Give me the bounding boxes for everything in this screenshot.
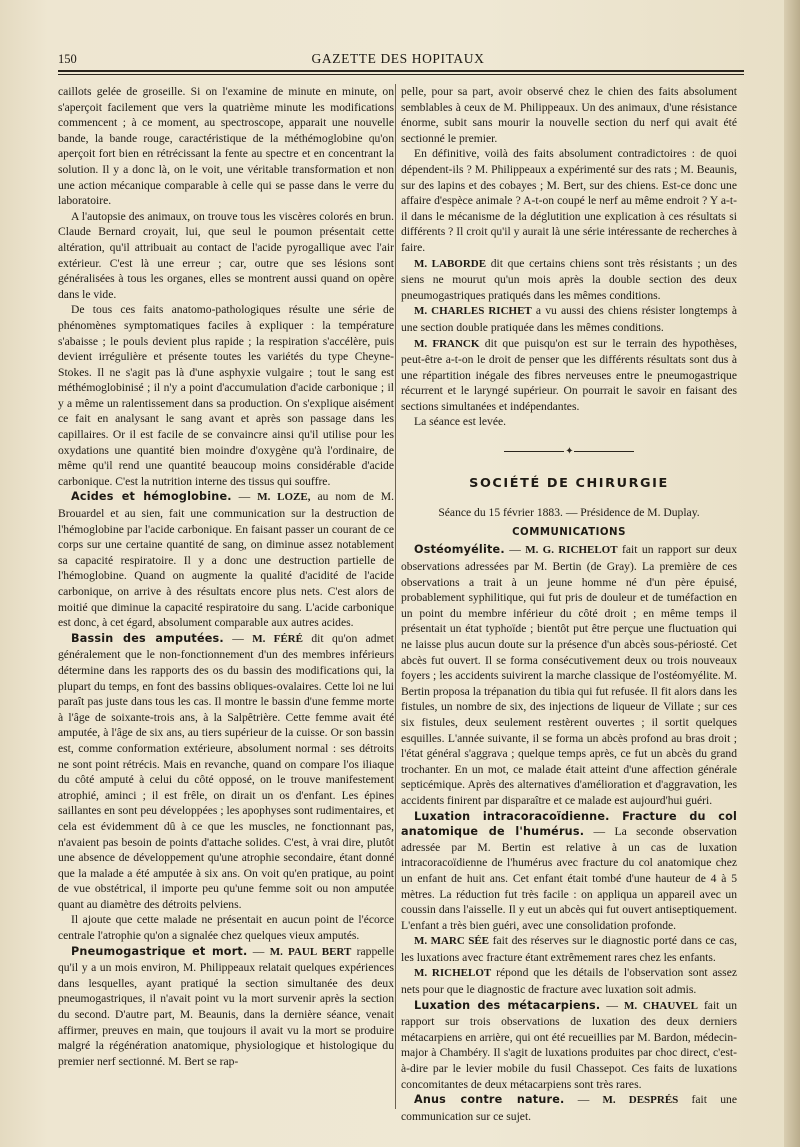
paragraph <box>401 303 737 335</box>
paragraph: Il ajoute que cette malade ne présentait en aucun point de l'écorce centrale l'atrophie qu'on a signalée chez quelques vieux amputés. <box>58 913 394 943</box>
paragraph-text: fait une communication sur ce sujet. <box>401 1093 737 1123</box>
session-line: Séance du 15 février 1883. — Présidence de M. Duplay. <box>438 506 700 520</box>
paragraph: Pneumogastrique et mort. — M. PAUL BERT rappelle qu'il y a un mois environ, M. Philippeaux relatait quelques expériences dans lesquelles, ayant pratiqué la section simultanée des deux pneumogastriques, il n'avait point vu la mort survenir après la section du second. D'autre part, M. Beaunis, dans la dernière séance, venait affirmer, preuves en main, que toujours il avait vu la mort se produire malgré la régénération anatomique, physiologique et histologique du premier nerf sectionné. M. Bert se rap- <box>58 944 394 1068</box>
author-name: M. RICHELOT <box>414 967 492 980</box>
paragraph <box>401 933 737 965</box>
paragraph: Bassin des amputées. — M. FÉRÉ dit qu'on admet généralement que le non-fonctionnement d'un des membres inférieurs détermine dans les rapports des os du bassin des modifications qui, la plupart du temps, en font des bassins obliques-ovalaires. Cette loi ne lui paraît pas juste dans tous les cas. Il montre le bassin d'une femme morte à l'âge de soixante-trois ans, à la Salpêtrière. Cette femme avait été amputée, à l'âge de six ans, au tiers supérieur de la cuisse. Or son bassin est, comme conformation extérieure, absolument normal : ses détroits ne sont point rétrécis. Mais en revanche, quand on compare l'os iliaque du côté amputé à celui du côté opposé, on le trouve manifestement atrophié, aminci ; il est frêle, on dirait un os d'enfant. Les épines saillantes en sont peu développées ; les apophyses sont rudimentaires, et cela est évidemment dû à ce que les muscles, ne fonctionnant pas, n'avaient pas besoin de points d'attache solides. C'est, à vrai dire, plutôt une absence de développement qu'une atrophie secondaire, étant donné que la malade a été amputée à six ans. On voit qu'en pratique, au point de vue obstétrical, il importe peu qu'une femme soit ou non amputée quant au diamètre des détroits pelviens. <box>58 631 394 911</box>
left-column <box>58 84 394 1069</box>
paragraph <box>401 809 737 934</box>
paragraph <box>401 965 737 997</box>
page-edge <box>784 0 800 1147</box>
paragraph-text: répond que les détails de l'observation sont assez nets pour que le diagnostic de fracture avec luxation soit admis. <box>401 966 737 997</box>
journal-title: GAZETTE DES HOPITAUX <box>311 51 485 66</box>
paragraph-text: rappelle qu'il y a un mois environ, M. Philippeaux relatait quelques expériences dans lesquelles, ayant pratiqué la section simultanée des deux pneumogastriques, il n'avait point vu la mort survenir après la section du second. D'autre part, M. Beaunis, dans la dernière séance, venait affirmer, preuves en main, que toujours il avait vu la mort se produire malgré la régénération anatomique, physiologique et histologique du premier nerf sectionné. M. Bert se rap- <box>58 944 394 1068</box>
paragraph <box>401 336 737 415</box>
page-header <box>58 50 738 70</box>
author-name: M. DESPRÉS <box>602 1094 679 1107</box>
paragraph: Acides et hémoglobine. — M. LOZE, au nom de M. Brouardel et au sien, fait une communication sur la destruction de l'hémoglobine par l'acide carbonique. En faisant passer un courant de ce corps sur une certaine quantité de sang, on diminue assez notablement sa capacité respiratoire. Il y a donc une destruction partielle de l'hémoglobine. Quand on augmente la qualité d'acidité de l'acide carbonique, on arrive à des résultats encore plus nets. C'est alors de moitié que diminue la capacité respiratoire du sang. L'acide carbonique est donc, à cet égard, absolument comparable aux autres acides. <box>58 490 395 630</box>
paragraph: caillots gelée de groseille. Si on l'examine de minute en minute, on s'aperçoit facilement que vers la quatrième minute les modifications commencent ; à ce moment, au spectroscope, apparait une nouvelle bande, la bande rouge, caractéristique de la méthémoglobine qu'on aperçoit fort bien en rétrécissant la fente au spectre et en concentrant la solution. Il y a donc là, on le voit, une véritable transformation et non une action mécanique comparable à celle qui se passe dans le verre du laboratoire. <box>58 85 394 208</box>
author-name: M. MARC SÉE <box>414 935 490 948</box>
paragraph-text: au nom de M. Brouardel et au sien, fait une communication sur la destruction de l'hémoglobine par l'acide carbonique. En faisant passer un courant de ce corps sur une certaine quantité de sang, on diminue assez notablement sa capacité respiratoire. Il y a donc une destruction partielle de l'hémoglobine. Quand on augmente la qualité d'acidité de l'acide carbonique, on arrive à des résultats encore plus nets. C'est alors de moitié que diminue la capacité respiratoire du sang. L'acide carbonique est donc, à cet égard, absolument comparable aux autres acides. <box>58 490 395 630</box>
paragraph: Luxation des métacarpiens. — M. CHAUVEL fait un rapport sur trois observations de luxation des deux derniers métacarpiens en arrière, qui ont été recueillies par M. Bardon, médecin-major à Chambéry. Il s'agit de luxations produites par choc direct, c'est-à-dire par le levier mobile du fusil Chassepot. Ces faits de luxations concomitantes de deux métacarpiens sont très rares. <box>401 998 738 1091</box>
section-title: Anus contre nature. <box>414 1093 565 1107</box>
section-separator: ✦ <box>401 444 737 460</box>
section-title: Acides et hémoglobine. <box>71 490 232 504</box>
paragraph: La séance est levée. <box>414 415 507 429</box>
author-name: M. FÉRÉ <box>252 632 303 645</box>
paragraph-text: dit qu'on admet généralement que le non-fonctionnement d'un des membres inférieurs détermine dans les rapports des os du bassin des modifications qui, la plupart du temps, en font des bassins obliques-ovalaires. Cette loi ne lui paraît pas juste dans tous les cas. Il montre le bassin d'une femme morte à l'âge de soixante-trois ans, à la Salpêtrière. Cette femme avait été amputée, à l'âge de six ans, au tiers supérieur de la cuisse. Or son bassin est, comme conformation extérieure, absolument normal : ses détroits ne sont point rétrécis. Mais en revanche, quand on compare l'os iliaque du côté amputé à celui du côté opposé, on le trouve manifestement atrophié, aminci ; il est frêle, on dirait un os d'enfant. Les épines saillantes en sont peu développées ; les apophyses sont rudimentaires, et cela est évidemment dû à ce que les muscles, ne fonctionnant pas, n'avaient pas besoin de points d'attache solides. C'est, à vrai dire, plutôt une absence de développement qu'une atrophie secondaire, étant donné que la malade a été amputée à six ans. On voit qu'en pratique, au point de vue obstétrical, il importe peu qu'une femme soit ou non amputée quant au diamètre des détroits pelviens. <box>58 631 394 911</box>
paragraph: Ostéomyélite. — M. G. RICHELOT fait un rapport sur deux observations adressées par M. Bertin (de Gray). La première de ces observations a trait à un jeune homme né d'un père épuisé, probablement syphilitique, qui fut pris de douleur et de tuméfaction en un point du membre inférieur du côté droit ; en même temps il présentait un état typhoïde ; bientôt put être perçue une fluctuation qui ne laisse plus aucun doute sur la présence d'un abcès sous-périosté. Cet abcès fut ouvert. Il se forma consécutivement deux ou trois nouveaux foyers ; les accidents suivirent la marche classique de l'ostéomyélite. M. Bertin proposa la trépanation du tibia qui fut refusée. Il fit alors dans les fistules, un nombre de six, des injections de liqueur de Villate ; sur ces six fistules, deux seulement restèrent ouvertes ; il sortit quelques esquilles. L'année suivante, il se forma un abcès profond au bras droit ; l'état général s'aggrava ; quelque temps après, ce fut un abcès du grand trochanter. En un mot, ce malade était atteint d'une affection générale septicémique. Après des alternatives d'amélioration et d'aggravation, les accidents finirent par disparaître et ce malade est aujourd'hui guéri. <box>401 543 737 807</box>
paragraph-text: fait un rapport sur trois observations de luxation des deux derniers métacarpiens en arrière, qui ont été recueillies par M. Bardon, médecin-major à Chambéry. Il s'agit de luxations produites par choc direct, c'est-à-dire par le levier mobile du fusil Chassepot. Ces faits de luxations concomitantes de deux métacarpiens sont très rares. <box>401 998 738 1091</box>
society-title: SOCIÉTÉ DE CHIRURGIE <box>469 475 669 491</box>
author-name: M. CHARLES RICHET <box>414 305 532 318</box>
author-name: M. CHAUVEL <box>623 999 698 1012</box>
section-title: Bassin des amputées. <box>71 631 224 645</box>
section-title: Pneumogastrique et mort. <box>71 944 248 958</box>
right-column <box>401 84 737 1124</box>
section-title: Ostéomyélite. <box>414 543 505 557</box>
author-name: M. LOZE, <box>257 491 311 504</box>
header-rule-thin <box>58 74 744 75</box>
paragraph <box>401 256 737 304</box>
paragraph-text: fait un rapport sur deux observations adressées par M. Bertin (de Gray). La première de ces observations a trait à un jeune homme né d'un père épuisé, probablement syphilitique, qui fut pris de douleur et de tuméfaction en un point du membre inférieur du côté droit ; en même temps il présentait un état typhoïde ; bientôt put être perçue une fluctuation qui ne laisse plus aucun doute sur la présence d'un abcès sous-périosté. Cet abcès fut ouvert. Il se forma consécutivement deux ou trois nouveaux foyers ; les accidents suivirent la marche classique de l'ostéomyélite. M. Bertin proposa la trépanation du tibia qui fut refusée. Il fit alors dans les fistules, un nombre de six, des injections de liqueur de Villate ; sur ces six fistules, deux seulement restèrent ouvertes ; il sortit quelques esquilles. L'année suivante, il se forma un abcès profond au bras droit ; l'état général s'aggrava ; quelque temps après, ce fut un abcès du grand trochanter. En un mot, ce malade était atteint d'une affection générale septicémique. Après des alternatives d'amélioration et d'aggravation, les accidents finirent par disparaître et ce malade est aujourd'hui guéri. <box>401 543 737 807</box>
paragraph: Anus contre nature. — M. DESPRÉS fait une communication sur ce sujet. <box>401 1093 737 1123</box>
author-name: M. G. RICHELOT <box>525 544 618 557</box>
paragraph-text: dit que certains chiens sont très résistants ; un des siens ne mourut qu'un mois après la double section des deux pneumogastriques pratiqués dans les mêmes conditions. <box>401 256 737 302</box>
paragraph: A l'autopsie des animaux, on trouve tous les viscères colorés en brun. Claude Bernard croyait, lui, que seul le poumon présentait cette altération, qu'il attribuait au contact de l'acide pyrogallique avec l'air extérieur. C'est là une erreur ; car, outre que ses lésions sont généralisées à tous les organes, elles se montrent aussi quand on opère dans le vide. <box>58 209 394 301</box>
paragraph: En définitive, voilà des faits absolument contradictoires : de quoi dépendent-ils ? M. Philippeaux a expérimenté sur des rats ; M. Beaunis, sur des lapins et des cobayes ; M. Bert, sur des chiens. Est-ce donc une affaire d'espèce animale ? A-t-on coupé le nerf au même endroit ? Y a-t-il dans le mécanisme de la déglutition une explication à ces résultats si différents ? Il croit qu'il y aurait là une série intéressante de recherches à faire. <box>401 147 737 254</box>
column-divider <box>395 84 396 1109</box>
header-rule <box>58 70 744 72</box>
paragraph-text: a vu aussi des chiens résister longtemps à une section double pratiquée dans les mêmes conditions. <box>401 304 737 334</box>
author-name: M. LABORDE <box>414 257 487 270</box>
page-number: 150 <box>58 52 77 66</box>
paragraph-text: fait des réserves sur le diagnostic porté dans ce cas, les luxations avec fracture étant extrêmement rares chez les enfants. <box>401 934 737 964</box>
section-title: Luxation intracoracoïdienne. Fracture du col anatomique de l'humérus. <box>401 809 737 839</box>
paragraph: pelle, pour sa part, avoir observé chez le chien des faits absolument semblables à ceux de M. Philippeaux. Un des animaux, d'une résistance énorme, subit sans mourir la nouvelle section du nerf qui avait été sectionné le premier. <box>401 85 737 145</box>
author-name: M. FRANCK <box>414 337 480 350</box>
paragraph: De tous ces faits anatomo-pathologiques résulte une série de phénomènes symptomatiques faciles à expliquer : la température s'abaisse ; le pouls devient plus rapide ; la respiration s'accélère, puis devient irrégulière et présente toutes les variétés du type Cheyne-Stokes. Il ne s'agit pas là d'une asphyxie vulgaire ; tout le sang est méthémoglobinisé ; il n'y a point d'accumulation d'acide carbonique ; il y a même un ralentissement dans sa production. On s'explique aisément ce fait en analysant le sang avant et après son passage dans les capillaires. Or il est facile de se convaincre ainsi qu'il utilise pour les oxydations une quantité bien moindre d'oxygène qu'à l'ordinaire, de même qu'il rend une quantité beaucoup moins considérable d'acide carbonique. C'est la nutrition interne des tissus qui souffre. <box>58 303 394 488</box>
communications-heading: COMMUNICATIONS <box>512 526 626 538</box>
paragraph-text: dit que puisqu'on est sur le terrain des hypothèses, peut-être a-t-on le droit de penser que les différents résultats sont dus à une répartition inégale des fibres nerveuses entre le pneumogastrique récurrent et le laryngé supérieur. On pourrait le savoir en faisant des sections simultanées et indépendantes. <box>401 336 737 413</box>
section-title: Luxation des métacarpiens. <box>414 998 601 1012</box>
author-name: M. PAUL BERT <box>269 945 352 958</box>
paragraph-text: — La seconde observation adressée par M. Bertin est relative à un cas de luxation intracoracoïdienne de l'humérus avec fracture du col anatomique chez un enfant de huit ans. Cet enfant était tombé d'une hauteur de 4 à 5 mètres. La réduction fut très facile : on appliqua un appareil avec un coussin dans l'aisselle. Il y eut un abcès qui fut ouvert antiseptiquement. L'enfant a très bien guéri, avec une consolidation profonde. <box>401 825 737 932</box>
